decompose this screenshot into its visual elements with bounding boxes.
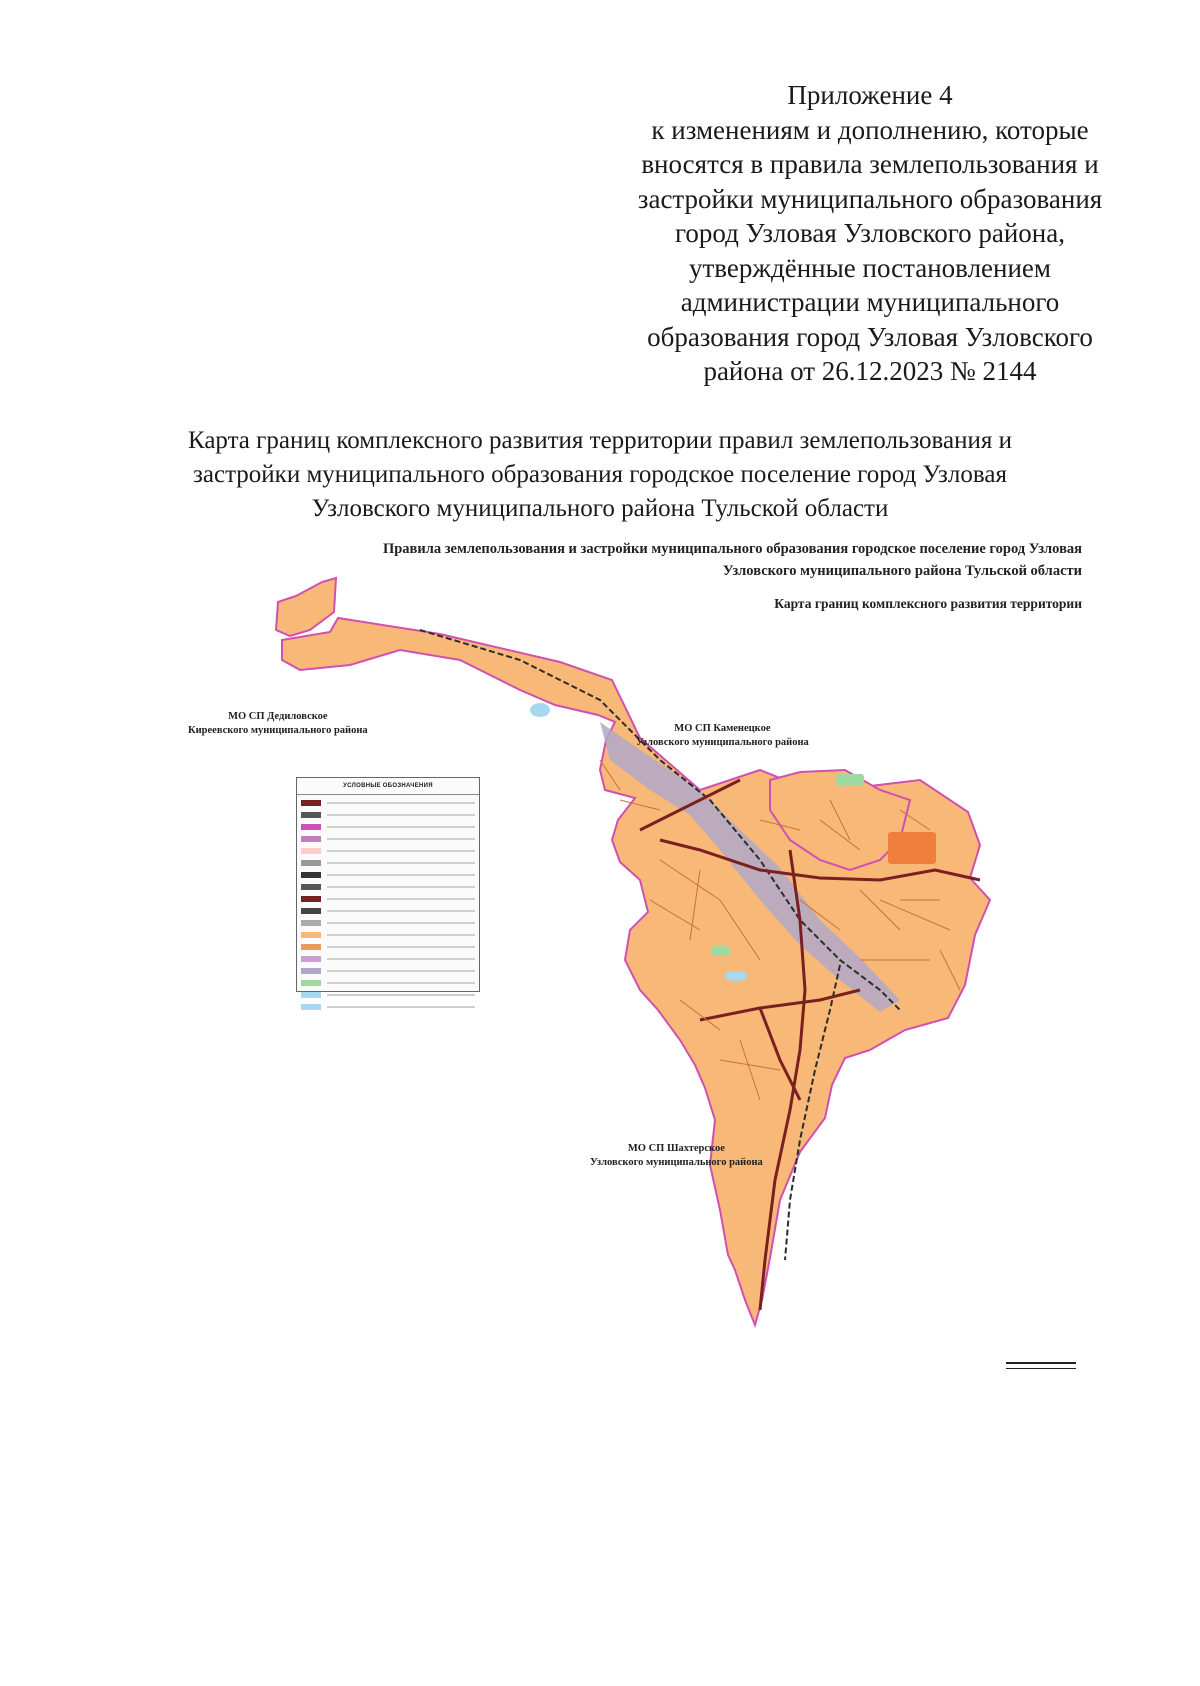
water-body (724, 971, 748, 981)
legend-title: УСЛОВНЫЕ ОБОЗНАЧЕНИЯ (297, 778, 479, 795)
legend-text-placeholder (327, 958, 475, 960)
legend-text-placeholder (327, 862, 475, 864)
legend-swatch (301, 800, 321, 806)
legend-row (301, 917, 475, 928)
legend-row (301, 869, 475, 880)
appendix-line: город Узловая Узловского района, (674, 218, 1065, 248)
appendix-line: застройки муниципального образования (637, 183, 1103, 214)
document-title-line: застройки муниципального образования городское поселение город Узловая (193, 461, 1007, 488)
legend-row (301, 941, 475, 952)
legend-rows (297, 795, 479, 1015)
map-header (383, 538, 1082, 582)
legend-text-placeholder (327, 910, 475, 912)
legend-text-placeholder (327, 994, 475, 996)
document-title-line: Карта границ комплексного развития территории правил землепользования и (187, 427, 1013, 454)
legend-row (301, 797, 475, 808)
legend-row (301, 821, 475, 832)
region-label-line: МО СП Шахтерское (627, 1143, 725, 1154)
legend-text-placeholder (327, 826, 475, 828)
legend-swatch (301, 1004, 321, 1010)
legend-row (301, 977, 475, 988)
region-label-dedilovo (188, 710, 368, 738)
legend-text-placeholder (327, 802, 475, 804)
legend-swatch (301, 860, 321, 866)
legend-row (301, 965, 475, 976)
legend-text-placeholder (327, 850, 475, 852)
legend-row (301, 989, 475, 1000)
map-header-line: Узловского муниципального района Тульской области (722, 563, 1082, 579)
appendix-line: администрации муниципального (680, 287, 1060, 317)
legend-text-placeholder (327, 982, 475, 984)
region-label-kamenetskoe (636, 722, 809, 750)
legend-swatch (301, 956, 321, 962)
legend-swatch (301, 848, 321, 854)
region-label-line: МО СП Каменецкое (674, 723, 771, 734)
legend-swatch (301, 896, 321, 902)
legend-swatch (301, 884, 321, 890)
legend-swatch (301, 968, 321, 974)
region-label-line: Узловского муниципального района (590, 1157, 763, 1168)
appendix-line: к изменениям и дополнению, которые (651, 114, 1089, 145)
legend-row (301, 845, 475, 856)
legend-row (301, 833, 475, 844)
appendix-line: вносятся в правила землепользования и (641, 149, 1099, 179)
map-subheader: Карта границ комплексного развития территории (774, 596, 1082, 611)
legend-row (301, 881, 475, 892)
scale-bar (1006, 1362, 1076, 1369)
legend-swatch (301, 908, 321, 914)
map-legend (296, 777, 480, 992)
legend-text-placeholder (327, 1006, 475, 1008)
map-header-line: Правила землепользования и застройки муниципального образования городское поселение город Узловая (382, 541, 1082, 557)
legend-text-placeholder (327, 922, 475, 924)
legend-text-placeholder (327, 874, 475, 876)
kompleks-zone (888, 832, 936, 864)
appendix-line: образования город Узловая Узловского (647, 321, 1093, 352)
region-label-line: Киреевского муниципального района (188, 725, 368, 736)
legend-row (301, 905, 475, 916)
legend-text-placeholder (327, 898, 475, 900)
water-body (530, 703, 550, 717)
legend-swatch (301, 872, 321, 878)
legend-swatch (301, 992, 321, 998)
legend-swatch (301, 812, 321, 818)
legend-text-placeholder (327, 970, 475, 972)
region-label-shakhterskoe (590, 1142, 763, 1170)
legend-swatch (301, 944, 321, 950)
legend-swatch (301, 836, 321, 842)
legend-row (301, 1001, 475, 1012)
legend-row (301, 809, 475, 820)
appendix-line: утверждённые постановлением (688, 252, 1051, 283)
legend-text-placeholder (327, 838, 475, 840)
legend-text-placeholder (327, 886, 475, 888)
green-area (836, 774, 864, 786)
appendix-line: Приложение 4 (787, 80, 953, 110)
region-label-line: МО СП Дедиловское (228, 711, 328, 722)
legend-swatch (301, 920, 321, 926)
legend-swatch (301, 824, 321, 830)
legend-row (301, 857, 475, 868)
legend-swatch (301, 980, 321, 986)
document-title-line: Узловского муниципального района Тульской области (311, 495, 889, 522)
legend-text-placeholder (327, 814, 475, 816)
legend-row (301, 953, 475, 964)
region-label-line: Узловского муниципального района (636, 737, 809, 748)
green-area (712, 946, 730, 956)
legend-text-placeholder (327, 946, 475, 948)
legend-row (301, 929, 475, 940)
appendix-line: района от 26.12.2023 № 2144 (703, 356, 1037, 386)
legend-row (301, 893, 475, 904)
legend-swatch (301, 932, 321, 938)
legend-text-placeholder (327, 934, 475, 936)
territory-northwest (276, 578, 336, 636)
